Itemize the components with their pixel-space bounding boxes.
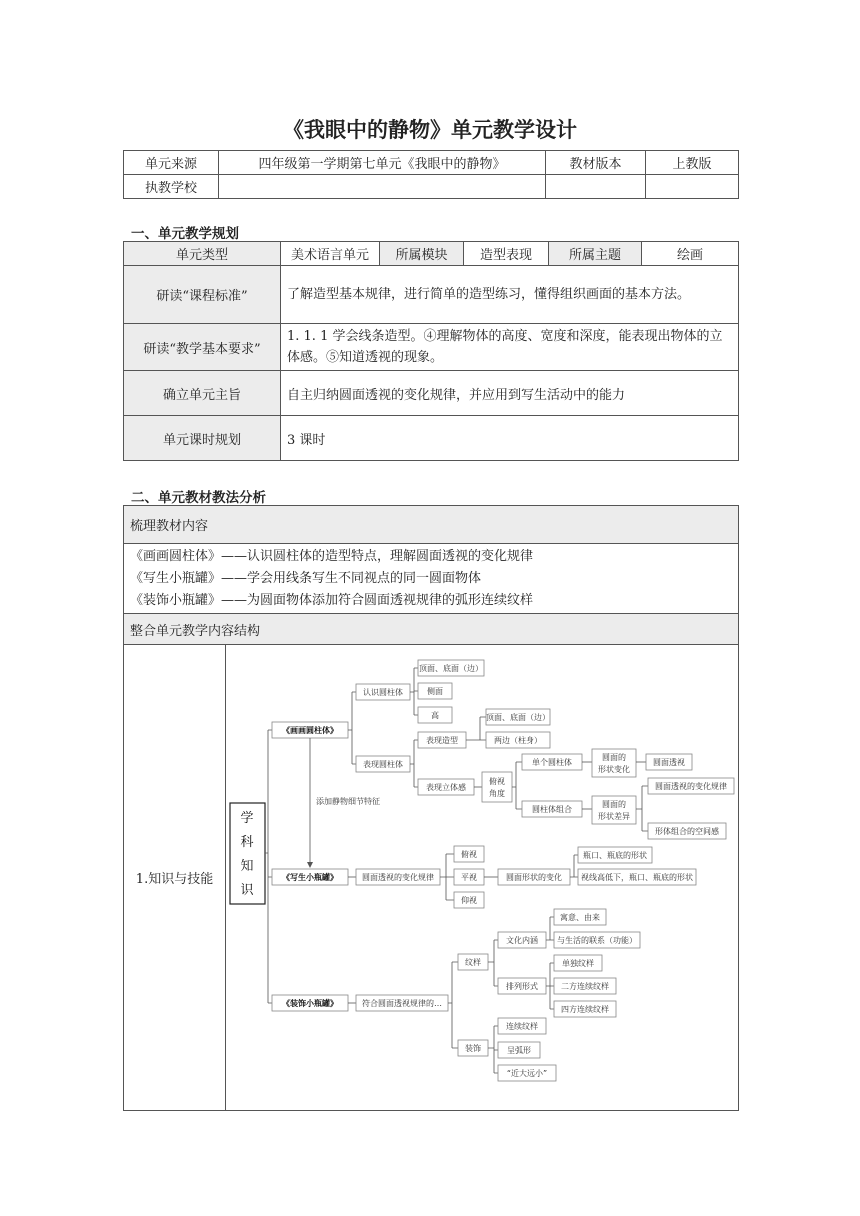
node-single-pattern: 单独纹样 bbox=[562, 959, 594, 968]
node-view-angle: 仰视 bbox=[461, 896, 477, 905]
node-circle-diff: 圆面的 bbox=[602, 800, 626, 809]
node-circle-change: 圆面的 bbox=[602, 753, 626, 762]
node-single: 单个圆柱体 bbox=[532, 758, 572, 767]
edition-label: 教材版本 bbox=[546, 151, 646, 175]
node-recognize: 认识圆柱体 bbox=[363, 688, 403, 697]
node-view-angle: 平视 bbox=[461, 873, 477, 882]
root-char: 识 bbox=[240, 883, 254, 898]
node-two-way: 二方连续纹样 bbox=[561, 982, 609, 991]
theme-value: 绘画 bbox=[642, 242, 739, 266]
knowledge-label: 1.知识与技能 bbox=[124, 645, 226, 1111]
node-four-way: 四方连续纹样 bbox=[561, 1005, 609, 1014]
node-top: 顶面、底面（边） bbox=[419, 664, 483, 673]
structure-heading: 整合单元教学内容结构 bbox=[124, 614, 739, 645]
node-fit: 符合圆面透视规律的… bbox=[362, 999, 442, 1008]
root-char: 知 bbox=[240, 859, 254, 874]
sort-heading: 梳理教材内容 bbox=[124, 506, 739, 544]
module-label: 所属模块 bbox=[380, 242, 464, 266]
node-circle-persp: 圆面透视 bbox=[653, 758, 685, 767]
node-life: 与生活的联系（功能） bbox=[557, 936, 637, 945]
node-space: 形体组合的空间感 bbox=[655, 827, 719, 836]
node-express: 表现圆柱体 bbox=[363, 760, 403, 769]
node-meaning: 寓意、由来 bbox=[560, 913, 600, 922]
node-pattern: 纹样 bbox=[465, 958, 481, 967]
plan-row-label: 研读“课程标准” bbox=[124, 266, 281, 324]
node-near: “近大远小” bbox=[506, 1069, 548, 1078]
node-view-angle: 俯视 bbox=[461, 850, 477, 859]
node-side: 侧面 bbox=[427, 687, 443, 696]
link-note: 添加静物细节特征 bbox=[316, 797, 380, 806]
school-label: 执教学校 bbox=[124, 175, 219, 199]
plan-row-value: 了解造型基本规律，进行简单的造型练习，懂得组织画面的基本方法。 bbox=[281, 266, 739, 324]
section1-heading: 一、单元教学规划 bbox=[131, 226, 239, 242]
plan-row-label: 单元课时规划 bbox=[124, 416, 281, 461]
node-shape-top: 顶面、底面（边） bbox=[486, 713, 550, 722]
source-label: 单元来源 bbox=[124, 151, 219, 175]
plan-row-value: 自主归纳圆面透视的变化规律，并应用到写生活动中的能力 bbox=[281, 371, 739, 416]
node-shape-edge: 两边（柱身） bbox=[494, 736, 542, 745]
page-title: 《我眼中的静物》单元教学设计 bbox=[283, 118, 577, 142]
node-high: 高 bbox=[431, 711, 439, 720]
node-eye: 视线高低下，瓶口、瓶底的形状 bbox=[581, 873, 693, 882]
node-arrange: 排列形式 bbox=[506, 982, 538, 991]
node-rule: 圆面透视的变化规律 bbox=[655, 782, 727, 791]
plan-row-value: 3 课时 bbox=[281, 416, 739, 461]
plan-row-label: 确立单元主旨 bbox=[124, 371, 281, 416]
node-circle-shape: 圆面形状的变化 bbox=[506, 873, 562, 882]
node-deco: 装饰 bbox=[465, 1044, 481, 1053]
node-circle-diff: 形状差异 bbox=[598, 812, 630, 821]
node-circle-change: 形状变化 bbox=[598, 765, 630, 774]
root-char: 学 bbox=[240, 811, 254, 826]
node-view: 俯视 bbox=[489, 777, 505, 786]
l1-node: 《装饰小瓶罐》 bbox=[282, 999, 338, 1008]
module-value: 造型表现 bbox=[464, 242, 549, 266]
node-view: 角度 bbox=[489, 789, 505, 798]
theme-label: 所属主题 bbox=[549, 242, 642, 266]
l1-node: 《画画圆柱体》 bbox=[282, 726, 338, 735]
node-cont: 连续纹样 bbox=[506, 1022, 538, 1031]
node-combo: 圆柱体组合 bbox=[532, 805, 572, 814]
type-label: 单元类型 bbox=[124, 242, 281, 266]
content-line: 《画画圆柱体》——认识圆柱体的造型特点，理解圆面透视的变化规律 bbox=[130, 548, 534, 564]
node-persp-rule: 圆面透视的变化规律 bbox=[362, 873, 434, 882]
plan-row-label: 研读“教学基本要求” bbox=[124, 324, 281, 371]
node-solid: 表现立体感 bbox=[426, 783, 466, 792]
l1-node: 《写生小瓶罐》 bbox=[282, 873, 338, 882]
node-culture: 文化内涵 bbox=[506, 936, 538, 945]
plan-row-value: 1. 1. 1 学会线条造型。④理解物体的高度、宽度和深度，能表现出物体的立体感。⑤知道透视的现象。 bbox=[281, 324, 739, 371]
node-mouth: 瓶口、瓶底的形状 bbox=[583, 851, 647, 860]
edition-value: 上教版 bbox=[646, 151, 739, 175]
source-value: 四年级第一学期第七单元《我眼中的静物》 bbox=[219, 151, 546, 175]
content-line: 《装饰小瓶罐》——为圆面物体添加符合圆面透视规律的弧形连续纹样 bbox=[130, 592, 534, 608]
content-line: 《写生小瓶罐》——学会用线条写生不同视点的同一圆面物体 bbox=[130, 570, 482, 586]
type-value: 美术语言单元 bbox=[281, 242, 380, 266]
node-shape: 表现造型 bbox=[426, 736, 458, 745]
root-char: 科 bbox=[240, 835, 254, 850]
section2-heading: 二、单元教材教法分析 bbox=[131, 490, 266, 506]
node-arc: 呈弧形 bbox=[507, 1046, 531, 1055]
